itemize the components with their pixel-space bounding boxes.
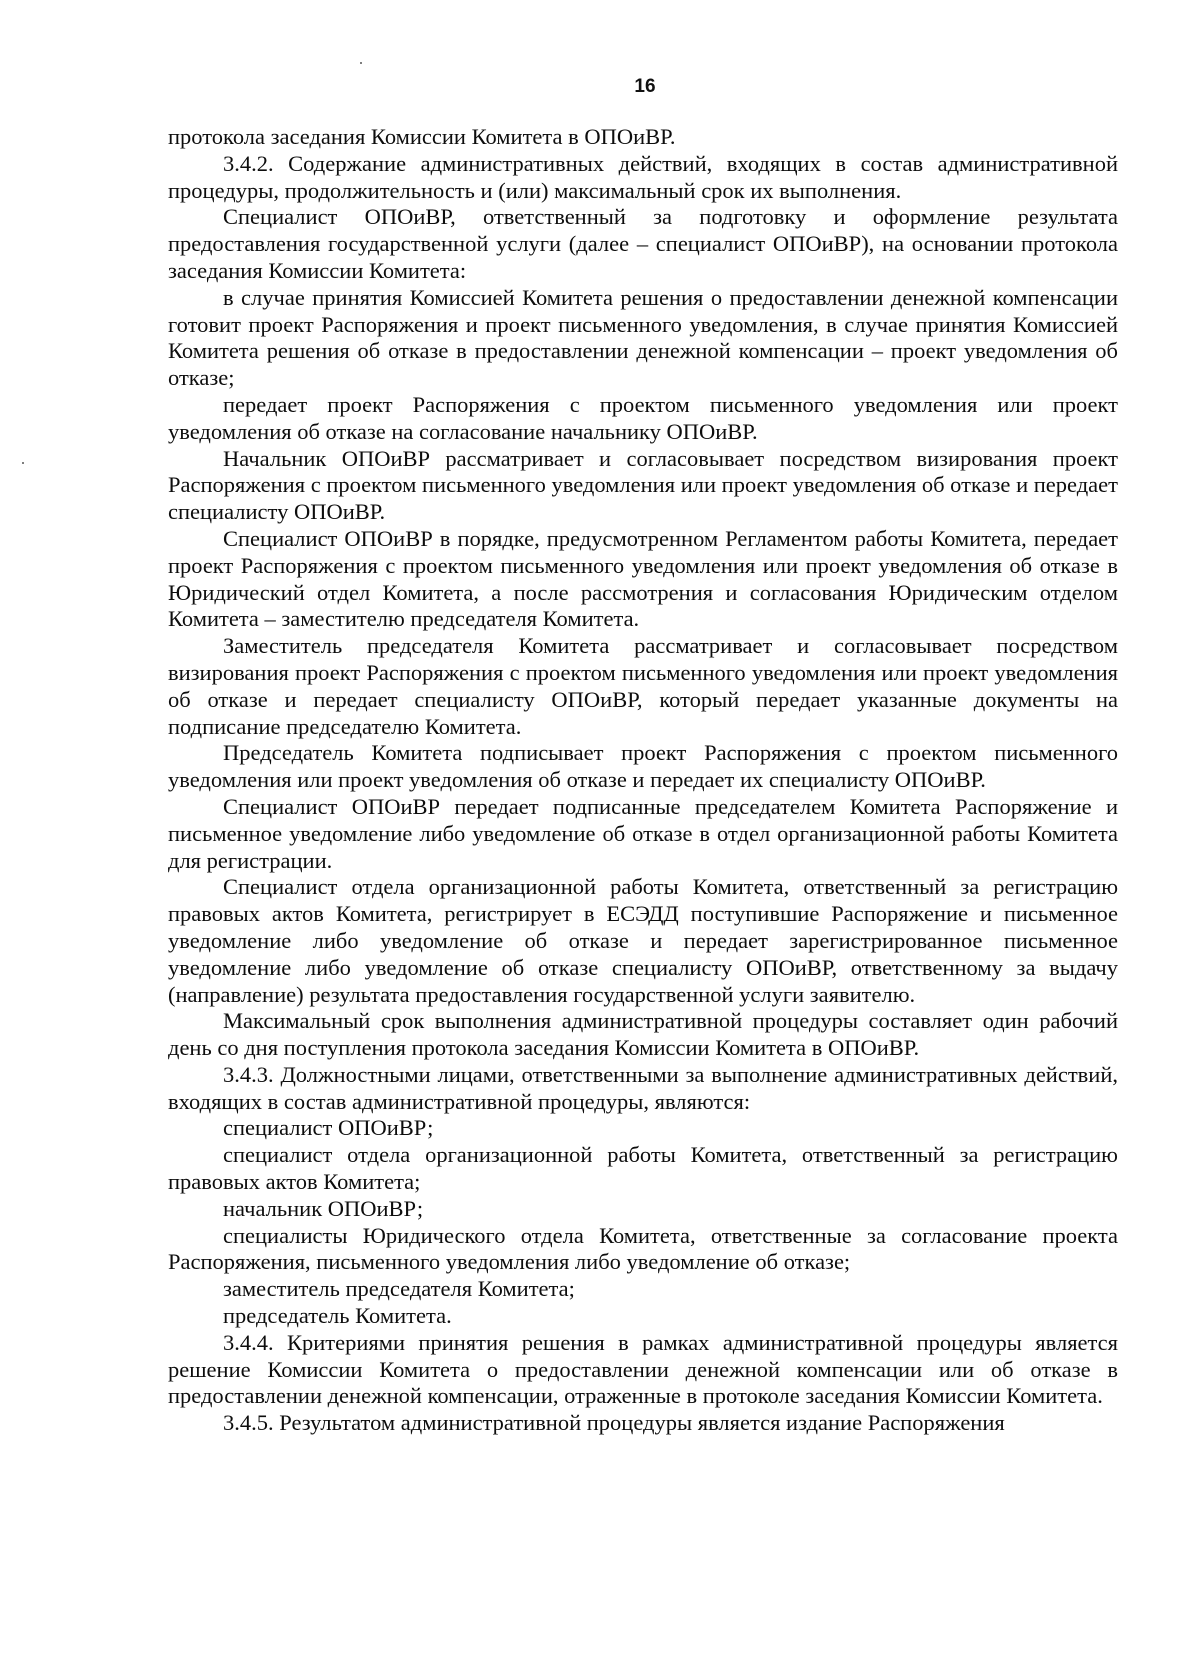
paragraph: Специалист ОПОиВР в порядке, предусмотренном Регламентом работы Комитета, передает проект Распоряжения с проектом письменного уведомления или проект уведомления об отказе в Юридический отдел Комитета, а после рассмотрения и согласования Юридическим отделом Комитета – заместителю председателя Комитета. [168, 525, 1118, 632]
paragraph: в случае принятия Комиссией Комитета решения о предоставлении денежной компенсации готовит проект Распоряжения и проект письменного уведомления, в случае принятия Комиссией Комитета решения об отказе в предоставлении денежной компенсации – проект уведомления об отказе; [168, 284, 1118, 391]
document-text [168, 124, 1118, 1437]
paragraph: передает проект Распоряжения с проектом письменного уведомления или проект уведомления об отказе на согласование начальнику ОПОиВР. [168, 391, 1118, 444]
paragraph: 3.4.4. Критериями принятия решения в рамках административной процедуры является решение Комиссии Комитета о предоставлении денежной компенсации или об отказе в предоставлении денежной компенсации, отраженные в протоколе заседания Комиссии Комитета. [168, 1329, 1118, 1409]
paragraph: Специалист ОПОиВР передает подписанные председателем Комитета Распоряжение и письменное уведомление либо уведомление об отказе в отдел организационной работы Комитета для регистрации. [168, 793, 1118, 873]
paragraph: Максимальный срок выполнения административной процедуры составляет один рабочий день со дня поступления протокола заседания Комиссии Комитета в ОПОиВР. [168, 1008, 1118, 1061]
paragraph: Заместитель председателя Комитета рассматривает и согласовывает посредством визирования проект Распоряжения с проектом письменного уведомления или проект уведомления об отказе и передает специалисту ОПОиВР, который передает указанные документы на подписание председателю Комитета. [168, 633, 1118, 739]
paragraph: 3.4.5. Результатом административной процедуры является издание Распоряжения [223, 1410, 1005, 1436]
paragraph: Начальник ОПОиВР рассматривает и согласовывает посредством визирования проект Распоряжения с проектом письменного уведомления или проект уведомления об отказе и передает специалисту ОПОиВР. [168, 445, 1118, 525]
paragraph: Специалист ОПОиВР, ответственный за подготовку и оформление результата предоставления государственной услуги (далее – специалист ОПОиВР), на основании протокола заседания Комиссии Комитета: [168, 204, 1118, 283]
paragraph: 3.4.2. Содержание административных действий, входящих в состав административной процедуры, продолжительность и (или) максимальный срок их выполнения. [168, 150, 1118, 203]
paragraph: Специалист отдела организационной работы Комитета, ответственный за регистрацию правовых актов Комитета, регистрирует в ЕСЭДД поступившие Распоряжение и письменное уведомление либо уведомление об отказе и передает зарегистрированное письменное уведомление либо уведомление об отказе специалисту ОПОиВР, ответственному за выдачу (направление) результата предоставления государственной услуги заявителю. [168, 874, 1118, 1007]
list-item: начальник ОПОиВР; [223, 1195, 424, 1221]
paragraph: протокола заседания Комиссии Комитета в ОПОиВР. [168, 124, 676, 149]
paragraph: Председатель Комитета подписывает проект Распоряжения с проектом письменного уведомления или проект уведомления об отказе и передает их специалисту ОПОиВР. [168, 740, 1118, 793]
paragraph: 3.4.3. Должностными лицами, ответственными за выполнение административных действий, входящих в состав административной процедуры, являются: [168, 1061, 1118, 1114]
list-item: специалист отдела организационной работы Комитета, ответственный за регистрацию правовых актов Комитета; [168, 1142, 1118, 1195]
list-item: заместитель председателя Комитета; [223, 1276, 575, 1302]
page-number: 16 [634, 76, 656, 97]
scan-speck [22, 462, 24, 464]
list-item: председатель Комитета. [223, 1303, 452, 1329]
list-item: специалист ОПОиВР; [223, 1115, 434, 1141]
scan-speck [360, 62, 362, 64]
list-item: специалисты Юридического отдела Комитета, ответственные за согласование проекта Распоряжения, письменного уведомления либо уведомление об отказе; [168, 1222, 1118, 1275]
